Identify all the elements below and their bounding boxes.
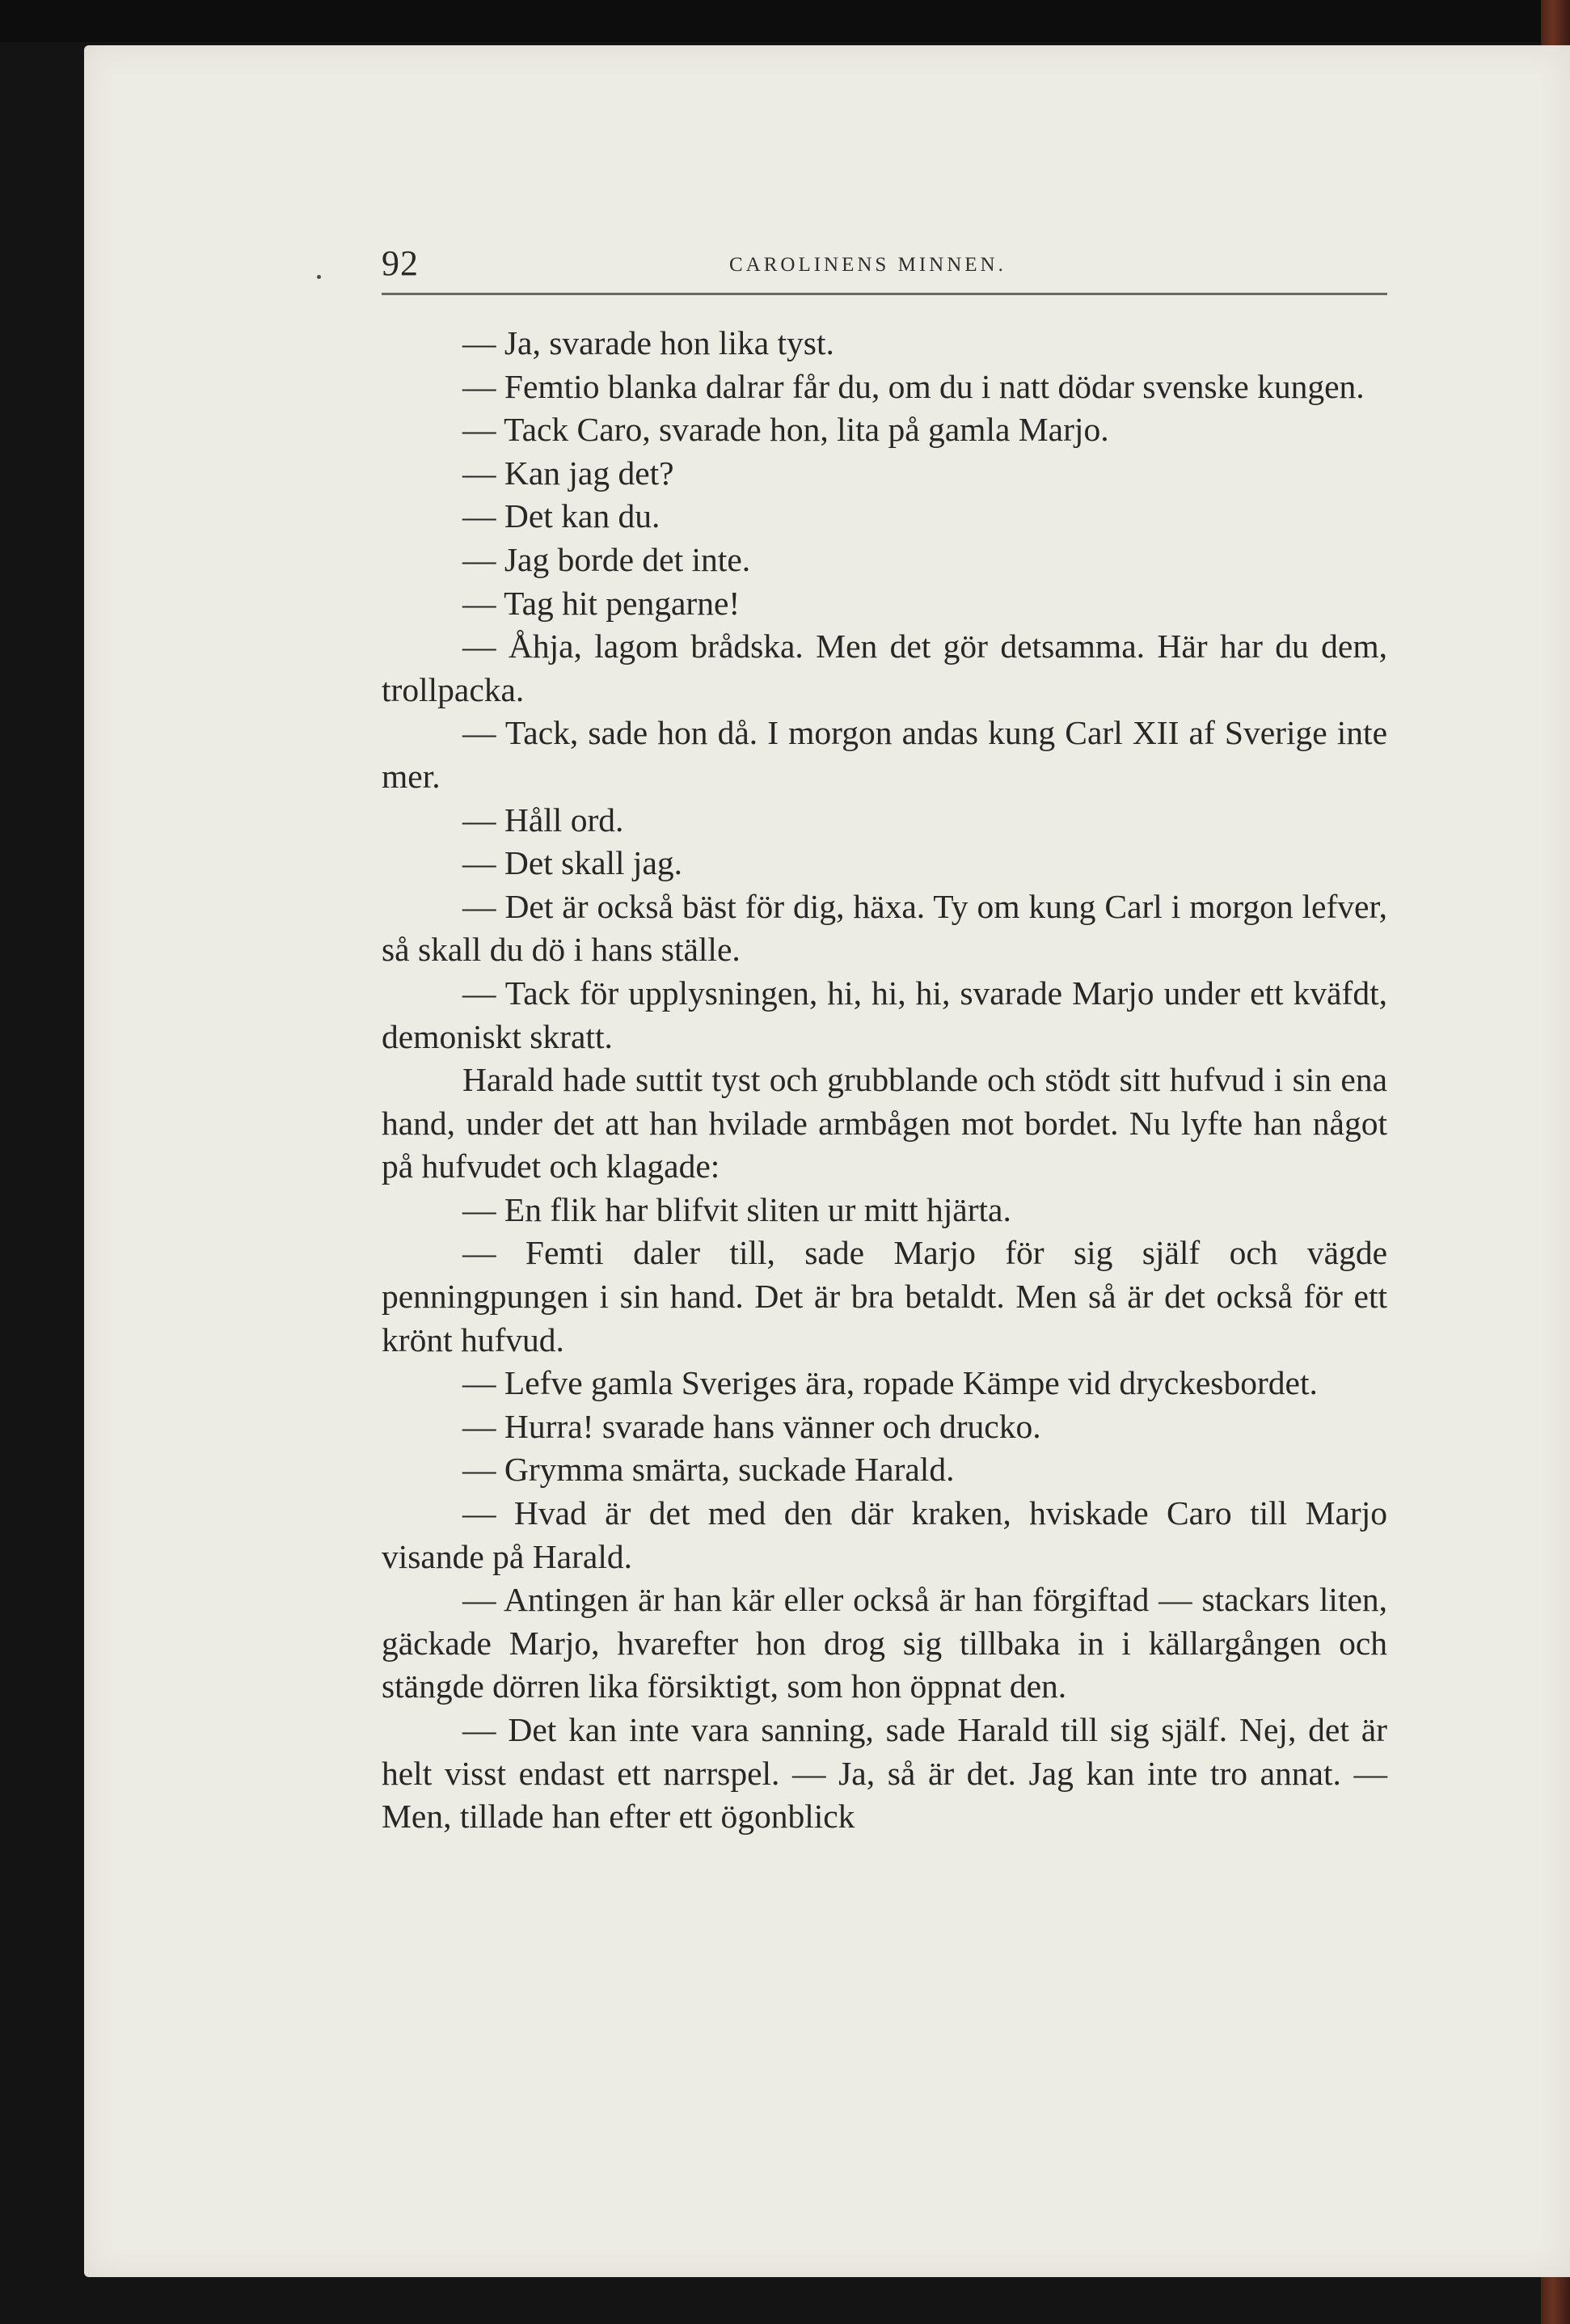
paragraph: — Det är också bäst för dig, häxa. Ty om kung Carl i morgon lefver, så skall du dö i hans ställe. bbox=[382, 887, 1387, 969]
paragraph: — Jag borde det inte. bbox=[462, 540, 751, 578]
paragraph: — Tack för upplysningen, hi, hi, hi, svarade Marjo under ett kväfdt, demoniskt skratt. bbox=[382, 974, 1387, 1055]
paragraph: — Kan jag det? bbox=[462, 454, 674, 492]
paragraph: — Tack, sade hon då. I morgon andas kung Carl XII af Sverige inte mer. bbox=[382, 714, 1387, 795]
paragraph: — Det kan du. bbox=[462, 497, 660, 535]
speck-mark bbox=[317, 275, 321, 279]
page-header bbox=[382, 243, 1387, 295]
paragraph: — Grymma smärta, suckade Harald. bbox=[462, 1451, 955, 1489]
paragraph: — Lefve gamla Sveriges ära, ropade Kämpe vid dryckesbordet. bbox=[462, 1364, 1318, 1402]
scan-border-top bbox=[0, 0, 1570, 42]
paragraph: — Hurra! svarade hans vänner och drucko. bbox=[462, 1407, 1041, 1445]
paragraph: — Tag hit pengarne! bbox=[462, 584, 741, 622]
page-number: 92 bbox=[382, 243, 419, 283]
paragraph: Harald hade suttit tyst och grubblande och stödt sitt hufvud i sin ena hand, under det att han hvilade armbågen mot bordet. Nu lyfte han något på hufvudet och klagade: bbox=[382, 1061, 1387, 1185]
paragraph: — Åhja, lagom brådska. Men det gör detsamma. Här har du dem, trollpacka. bbox=[382, 627, 1387, 708]
paragraph: — Hvad är det med den där kraken, hviskade Caro till Marjo visande på Harald. bbox=[382, 1494, 1387, 1575]
paragraph: — Tack Caro, svarade hon, lita på gamla Marjo. bbox=[462, 411, 1109, 449]
paragraph: — Håll ord. bbox=[462, 801, 624, 839]
body-text bbox=[382, 322, 1387, 1839]
paragraph: — En flik har blifvit sliten ur mitt hjärta. bbox=[462, 1190, 1011, 1228]
running-head: CAROLINENS MINNEN. bbox=[729, 254, 1007, 276]
paragraph: — Antingen är han kär eller också är han förgiftad — stackars liten, gäckade Marjo, hvarefter hon drog sig tillbaka in i källargången och stängde dörren lika försiktigt, som hon öppnat den. bbox=[382, 1581, 1387, 1705]
paragraph: — Femti daler till, sade Marjo för sig själf och vägde penningpungen i sin hand. Det är bra betaldt. Men så är det också för ett krönt hufvud. bbox=[382, 1234, 1387, 1358]
paragraph: — Femtio blanka dalrar får du, om du i natt dödar svenske kungen. bbox=[462, 367, 1365, 405]
paragraph: — Det skall jag. bbox=[462, 844, 682, 882]
paragraph: — Det kan inte vara sanning, sade Harald till sig själf. Nej, det är helt visst endast ett narrspel. — Ja, så är det. Jag kan inte tro annat. — Men, tillade han efter ett ögonblick bbox=[382, 1711, 1387, 1836]
paragraph: — Ja, svarade hon lika tyst. bbox=[462, 324, 834, 361]
